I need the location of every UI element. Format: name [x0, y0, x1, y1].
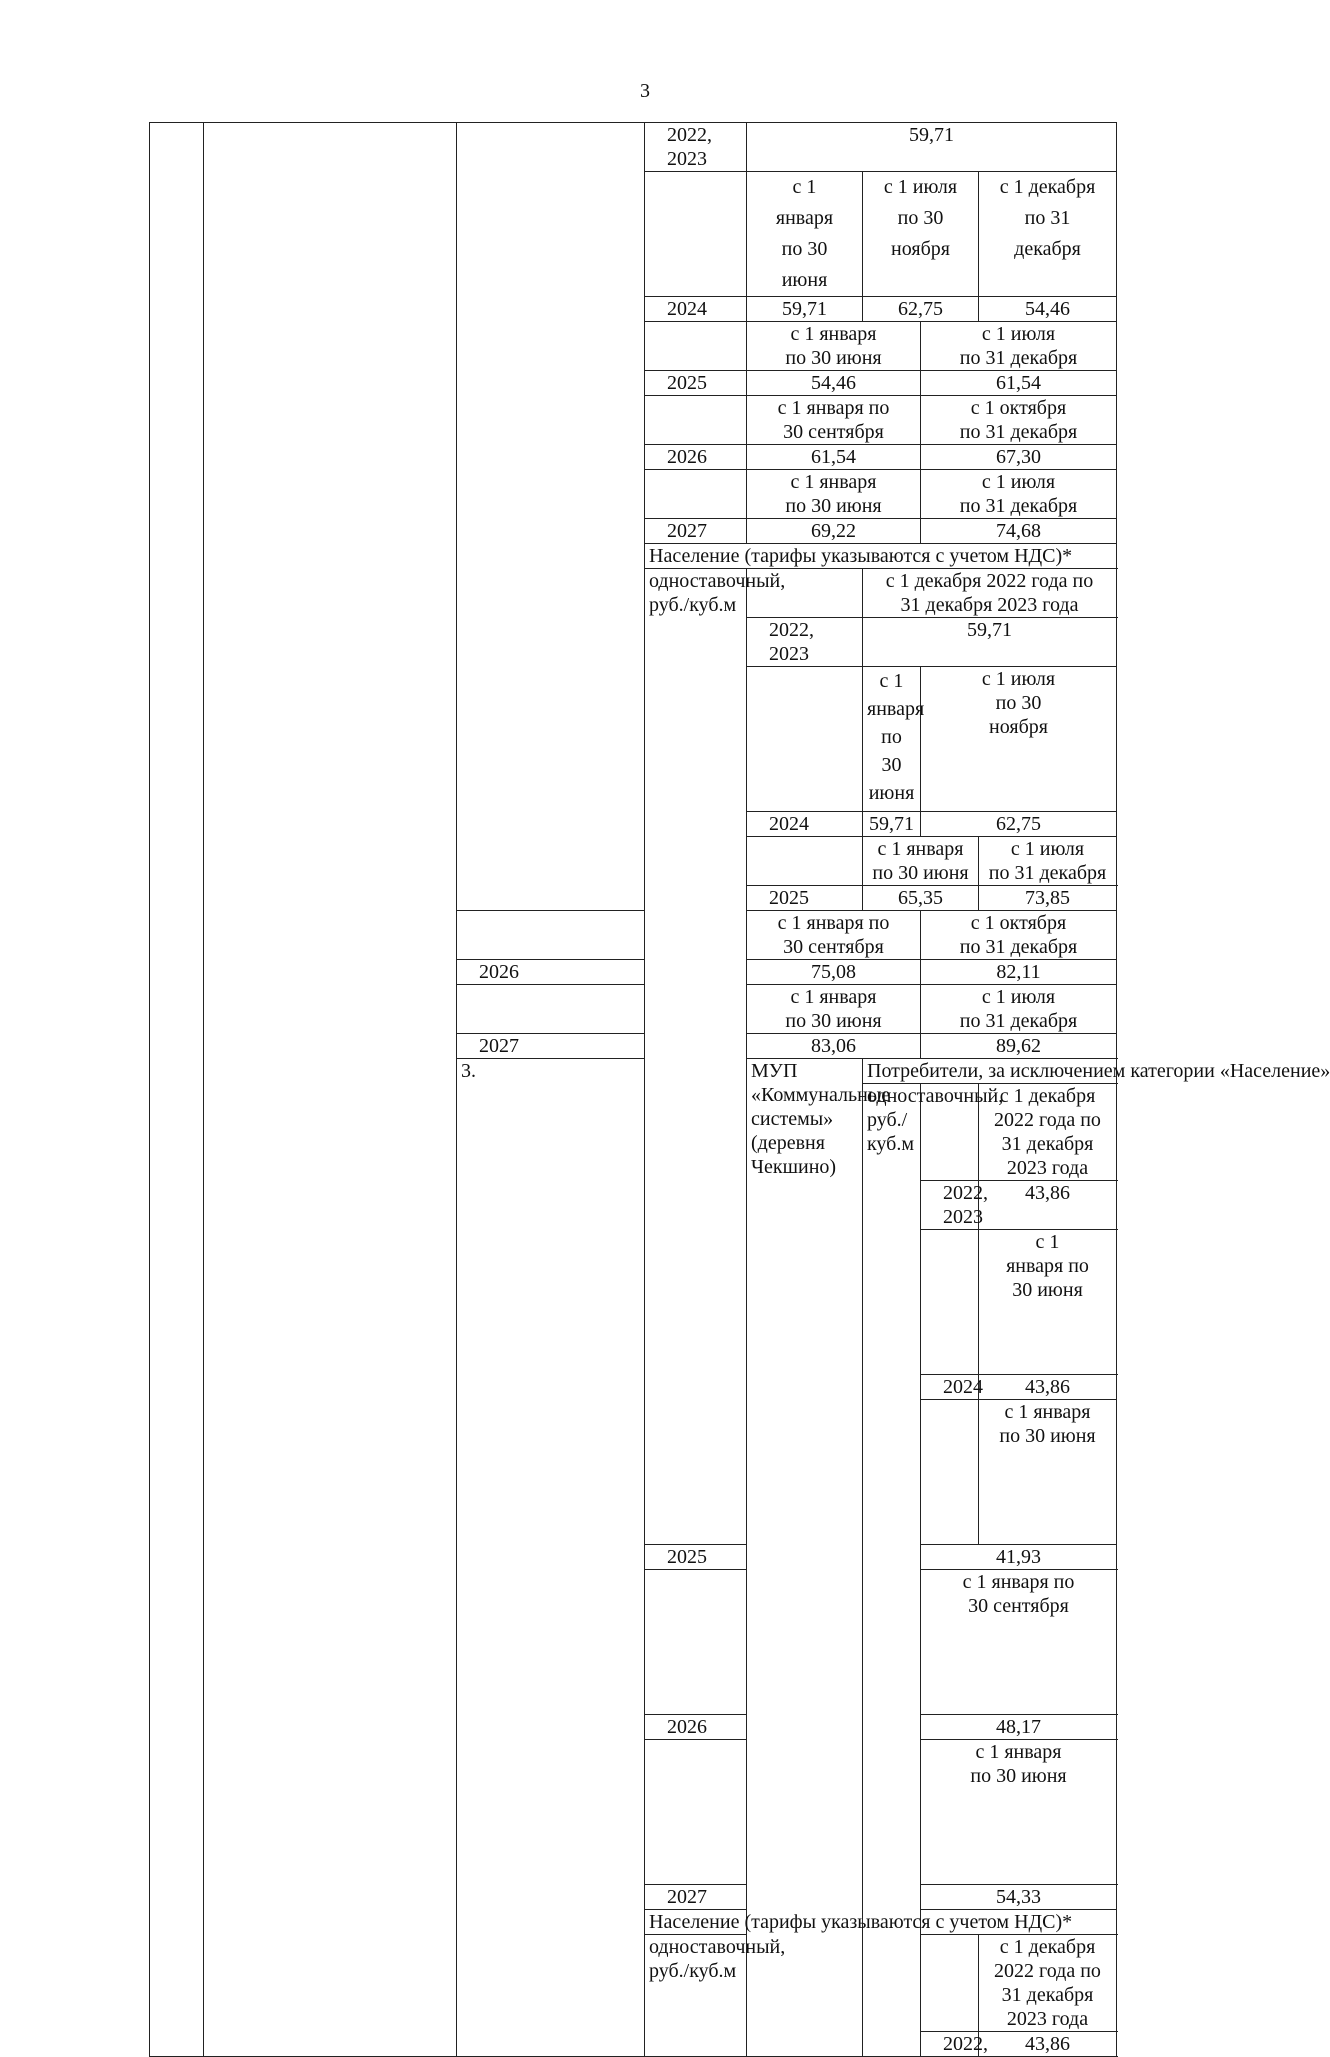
- cell-text: 2024: [769, 813, 809, 835]
- cell-text: руб./куб.м: [867, 1109, 915, 1155]
- cell-text: 2025: [769, 887, 809, 909]
- cell-text: с 1 декабря 2022 года по: [994, 1936, 1101, 1982]
- cell-text: 62,75: [898, 298, 943, 320]
- table-cell: [979, 1084, 1117, 1181]
- table-cell: [645, 371, 747, 396]
- cell-text: Потребители, за исключением категории «Население»: [867, 1060, 1330, 1082]
- table-cell: [645, 1935, 786, 2057]
- table-cell: [979, 886, 1117, 911]
- cell-text: с 1 июля: [981, 668, 1056, 690]
- table-cell: [204, 123, 457, 2057]
- table-cell: [921, 1740, 1117, 1885]
- cell-text: ноября: [891, 238, 950, 260]
- table-cell: [747, 618, 863, 667]
- cell-text: 30 сентября: [783, 936, 884, 958]
- cell-text: 54,46: [1025, 298, 1070, 320]
- cell-text: по 30: [995, 692, 1042, 714]
- table-cell: [747, 396, 921, 445]
- table-cell: [863, 569, 1117, 618]
- table-cell: [457, 123, 645, 911]
- cell-text: Население (тарифы указываются с учетом НДС)*: [649, 1911, 1073, 1933]
- table-cell: [747, 172, 863, 297]
- table-cell: [747, 322, 921, 371]
- table-cell: [863, 886, 979, 911]
- cell-text: одноставочный,: [867, 1085, 1004, 1107]
- table-cell: [921, 519, 1117, 544]
- cell-text: 74,68: [996, 520, 1041, 542]
- table-cell: [979, 297, 1117, 322]
- table-cell: [645, 544, 1117, 569]
- table-cell: [645, 396, 747, 445]
- cell-text: 31 декабря 2023 года: [1001, 1984, 1094, 2030]
- cell-text: 31 декабря 2023 года: [1001, 1133, 1094, 1179]
- table-cell: [645, 445, 747, 470]
- cell-text: с 1 января по: [777, 912, 890, 934]
- table-cell: [747, 985, 921, 1034]
- cell-text: 59,71: [909, 124, 954, 146]
- table-cell: [645, 172, 747, 297]
- cell-text: одноставочный,: [649, 570, 786, 592]
- table-cell: [747, 519, 921, 544]
- table-cell: [150, 123, 204, 2057]
- cell-text: 31 декабря 2023 года: [900, 594, 1079, 616]
- cell-text: 75,08: [811, 961, 856, 983]
- cell-text: 48,17: [996, 1716, 1041, 1738]
- table-cell: [921, 667, 1117, 812]
- table-cell: [921, 1935, 979, 2032]
- cell-text: по 31 декабря: [988, 862, 1107, 884]
- cell-text: с 1 января: [975, 1741, 1062, 1763]
- table-cell: [645, 1885, 747, 1910]
- cell-text: по 30 июня: [999, 1425, 1096, 1447]
- cell-text: 30 июня: [868, 754, 915, 804]
- cell-text: 2022,: [943, 2033, 988, 2055]
- table-cell: [979, 172, 1117, 297]
- table-cell: [921, 322, 1117, 371]
- cell-text: с 1 января: [1004, 1401, 1091, 1423]
- cell-text: с 1: [1035, 1231, 1060, 1253]
- table-cell: [747, 371, 921, 396]
- cell-text: 30 июня: [1012, 1279, 1083, 1301]
- cell-text: 2022,: [667, 124, 712, 146]
- table-cell: [921, 985, 1117, 1034]
- table-cell: [921, 1570, 1117, 1715]
- cell-text: 62,75: [996, 813, 1041, 835]
- table-cell: [921, 812, 1117, 837]
- table-cell: [921, 371, 1117, 396]
- cell-text: с 1 октября: [970, 912, 1067, 934]
- cell-text: по 30 июня: [872, 862, 969, 884]
- cell-text: по 31 декабря: [959, 495, 1078, 517]
- table-cell: [979, 1400, 1117, 1545]
- table-cell: [921, 1181, 988, 1230]
- page-number: 3: [640, 80, 650, 102]
- cell-text: с 1 декабря 2022 года по: [885, 570, 1094, 592]
- cell-text: с 1: [792, 176, 817, 198]
- table-row: [150, 123, 1117, 172]
- table-cell: [979, 2032, 1117, 2057]
- table-cell: [863, 837, 979, 886]
- cell-text: 2024: [943, 1376, 983, 1398]
- table-cell: [747, 667, 863, 812]
- cell-text: руб./куб.м: [649, 594, 737, 616]
- table-cell: [747, 1034, 921, 1059]
- cell-text: руб./куб.м: [649, 1960, 737, 1982]
- cell-text: 82,11: [996, 961, 1041, 983]
- cell-text: 54,46: [811, 372, 856, 394]
- table-cell: [979, 837, 1117, 886]
- cell-text: 59,71: [967, 619, 1012, 641]
- table-cell: [921, 1034, 1117, 1059]
- cell-text: одноставочный,: [649, 1936, 786, 1958]
- cell-text: 73,85: [1025, 887, 1070, 909]
- table-cell: [747, 445, 921, 470]
- cell-text: января: [775, 207, 834, 229]
- cell-text: с 1 июля: [981, 323, 1056, 345]
- table-cell: [921, 1715, 1117, 1740]
- cell-text: 2026: [667, 446, 707, 468]
- cell-text: 2022,: [769, 619, 814, 641]
- tariff-table: [149, 122, 1330, 2057]
- table-cell: [979, 1935, 1117, 2032]
- cell-text: 2026: [667, 1716, 707, 1738]
- cell-text: с 1 января: [790, 323, 877, 345]
- cell-text: с 1 июля: [883, 176, 958, 198]
- cell-text: 43,86: [1025, 1182, 1070, 1204]
- cell-text: 2022,: [943, 1182, 988, 1204]
- cell-text: 43,86: [1025, 1376, 1070, 1398]
- cell-text: ноября: [989, 716, 1048, 738]
- table-cell: [645, 569, 786, 1545]
- cell-text: декабря: [1014, 238, 1081, 260]
- cell-text: 2027: [667, 520, 707, 542]
- table-cell: [645, 297, 747, 322]
- table-cell: [457, 911, 645, 960]
- table-cell: [747, 837, 863, 886]
- table-cell: [979, 1181, 1117, 1230]
- cell-text: 2023: [769, 643, 809, 665]
- cell-text: 59,71: [782, 298, 827, 320]
- table-cell: [921, 911, 1117, 960]
- table-cell: [457, 985, 645, 1034]
- table-cell: [921, 396, 1117, 445]
- table-cell: [645, 1910, 1117, 1935]
- table-cell: [645, 1740, 747, 1885]
- cell-text: с 1 января: [790, 471, 877, 493]
- table-cell: [863, 1059, 1330, 1084]
- cell-text: по 31: [1024, 207, 1071, 229]
- table-cell: [921, 445, 1117, 470]
- table-cell: [747, 812, 863, 837]
- table-cell: [747, 123, 1117, 172]
- cell-text: по 31 декабря: [959, 1010, 1078, 1032]
- cell-text: января по: [1006, 1255, 1089, 1277]
- table-cell: [921, 1885, 1117, 1910]
- cell-text: системы»: [751, 1108, 834, 1130]
- cell-text: 69,22: [811, 520, 856, 542]
- cell-text: с 1 декабря: [999, 176, 1096, 198]
- table-cell: [863, 667, 925, 812]
- cell-text: с 1 июля: [981, 986, 1056, 1008]
- cell-text: с 1 января по: [777, 397, 890, 419]
- cell-text: с 1 декабря 2022 года по: [994, 1085, 1101, 1131]
- cell-text: 30 сентября: [783, 421, 884, 443]
- cell-text: 2025: [667, 372, 707, 394]
- table-cell: [747, 960, 921, 985]
- cell-text: 83,06: [811, 1035, 856, 1057]
- cell-text: 59,71: [869, 813, 914, 835]
- table-cell: [921, 1375, 983, 1400]
- table-cell: [747, 470, 921, 519]
- table-cell: [921, 960, 1117, 985]
- cell-text: 89,62: [996, 1035, 1041, 1057]
- table-cell: [863, 297, 979, 322]
- cell-text: по 30 июня: [785, 347, 882, 369]
- table-cell: [645, 123, 747, 172]
- cell-text: по 30: [781, 238, 828, 260]
- cell-text: по 30 июня: [785, 1010, 882, 1032]
- cell-text: с 1 января: [790, 986, 877, 1008]
- cell-text: 43,86: [1025, 2033, 1070, 2055]
- cell-text: 2027: [479, 1035, 519, 1057]
- table-cell: [921, 1230, 979, 1375]
- cell-text: с 1 января: [877, 838, 964, 860]
- cell-text: 2027: [667, 1886, 707, 1908]
- cell-text: по 30: [897, 207, 944, 229]
- table-cell: [457, 1059, 645, 2057]
- cell-text: с 1 января по: [962, 1571, 1075, 1593]
- cell-text: МУП «Коммунальные: [751, 1060, 891, 1106]
- cell-text: 61,54: [811, 446, 856, 468]
- cell-text: по 31 декабря: [959, 936, 1078, 958]
- table-cell: [747, 297, 863, 322]
- cell-text: июня: [781, 269, 828, 291]
- cell-text: 54,33: [996, 1886, 1041, 1908]
- table-cell: [645, 1545, 747, 1570]
- cell-text: 2023: [667, 148, 707, 170]
- cell-text: с 1: [879, 670, 904, 692]
- table-cell: [645, 470, 747, 519]
- cell-text: 67,30: [996, 446, 1041, 468]
- table-cell: [979, 1230, 1117, 1375]
- cell-text: 2024: [667, 298, 707, 320]
- cell-text: по 30 июня: [970, 1765, 1067, 1787]
- cell-text: 30 сентября: [968, 1595, 1069, 1617]
- table-cell: [863, 172, 979, 297]
- cell-text: по 30 июня: [785, 495, 882, 517]
- cell-text: 65,35: [898, 887, 943, 909]
- table-cell: [457, 960, 645, 985]
- table-cell: [645, 519, 747, 544]
- table-cell: [645, 1715, 747, 1740]
- table-cell: [921, 1400, 979, 1545]
- cell-text: с 1 июля: [981, 471, 1056, 493]
- cell-text: 3.: [461, 1060, 476, 1082]
- cell-text: 41,93: [996, 1546, 1041, 1568]
- table-cell: [863, 618, 1117, 667]
- cell-text: с 1 октября: [970, 397, 1067, 419]
- table-cell: [979, 1375, 1117, 1400]
- table-cell: [921, 2032, 988, 2057]
- cell-text: (деревня Чекшино): [751, 1132, 837, 1178]
- table-cell: [645, 1570, 747, 1715]
- table-cell: [645, 322, 747, 371]
- cell-text: 61,54: [996, 372, 1041, 394]
- cell-text: с 1 июля: [1010, 838, 1085, 860]
- table-cell: [921, 1545, 1117, 1570]
- cell-text: 2023: [943, 1206, 983, 1228]
- cell-text: по 31 декабря: [959, 421, 1078, 443]
- cell-text: 2026: [479, 961, 519, 983]
- table-cell: [863, 812, 921, 837]
- cell-text: Население (тарифы указываются с учетом НДС)*: [649, 545, 1073, 567]
- table-cell: [921, 470, 1117, 519]
- cell-text: по 31 декабря: [959, 347, 1078, 369]
- table-cell: [747, 911, 921, 960]
- cell-text: января по: [867, 698, 925, 748]
- table-cell: [457, 1034, 645, 1059]
- table-cell: [747, 886, 863, 911]
- cell-text: 2025: [667, 1546, 707, 1568]
